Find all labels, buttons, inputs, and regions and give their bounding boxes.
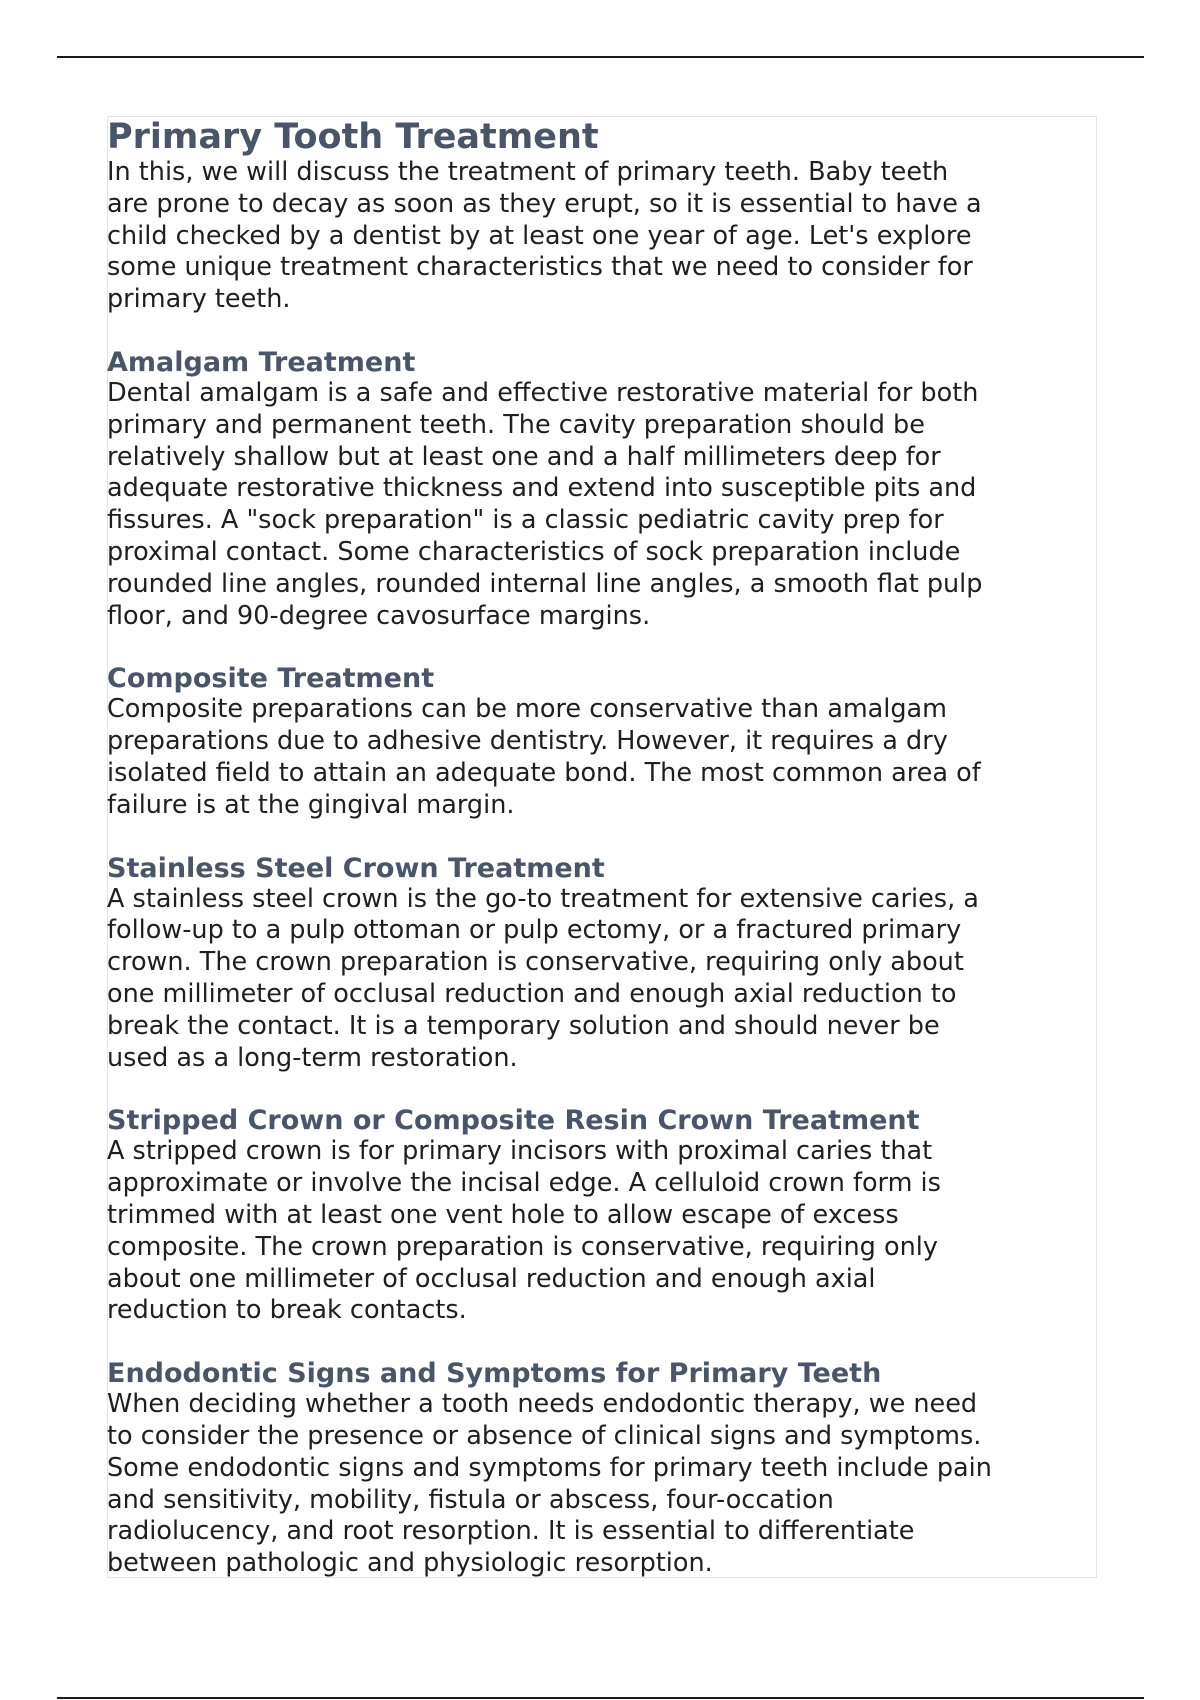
page-title: Primary Tooth Treatment xyxy=(107,117,599,157)
section-heading: Stripped Crown or Composite Resin Crown Treatment xyxy=(107,1105,920,1137)
section-stripped-crown xyxy=(107,1105,1107,1327)
section-heading: Endodontic Signs and Symptoms for Primary Teeth xyxy=(107,1358,882,1390)
section-paragraph: Dental amalgam is a safe and effective restorative material for both primary and permanent teeth. The cavity preparation should be relatively shallow but at least one and a half millimeters deep for adequate restorative thickness and extend into susceptible pits and fissures. A "sock preparation" is a classic pediatric cavity prep for proximal contact. Some characteristics of sock preparation include rounded line angles, rounded internal line angles, a smooth flat pulp floor, and 90-degree cavosurface margins. xyxy=(107,377,983,631)
section-stainless-steel-crown xyxy=(107,853,1107,1075)
intro-paragraph: In this, we will discuss the treatment of primary teeth. Baby teeth are prone to decay as soon as they erupt, so it is essential to have a child checked by a dentist by at least one year of age. Let's explore some unique treatment characteristics that we need to consider for primary teeth. xyxy=(107,157,982,315)
section-paragraph: A stripped crown is for primary incisors with proximal caries that approximate or involve the incisal edge. A celluloid crown form is trimmed with at least one vent hole to allow escape of excess composite. The crown preparation is conservative, requiring only about one millimeter of occlusal reduction and enough axial reduction to break contacts. xyxy=(107,1136,941,1326)
section-paragraph: When deciding whether a tooth needs endodontic therapy, we need to consider the presence or absence of clinical signs and symptoms. Some endodontic signs and symptoms for primary teeth include pain and sensitivity, mobility, fistula or abscess, four-occation radiolucency, and root resorption. It is essential to differentiate between pathologic and physiologic resorption. xyxy=(107,1389,992,1579)
section-endodontic-signs xyxy=(107,1358,1107,1580)
section-paragraph: A stainless steel crown is the go-to treatment for extensive caries, a follow-up to a pulp ottoman or pulp ectomy, or a fractured primary crown. The crown preparation is conservative, requiring only about one millimeter of occlusal reduction and enough axial reduction to break the contact. It is a temporary solution and should never be used as a long-term restoration. xyxy=(107,883,979,1073)
section-amalgam-treatment xyxy=(107,347,1107,632)
section-heading: Stainless Steel Crown Treatment xyxy=(107,852,605,884)
section-heading: Composite Treatment xyxy=(107,663,435,695)
bottom-rule xyxy=(57,1697,1144,1699)
section-composite-treatment xyxy=(107,663,1107,821)
section-heading: Amalgam Treatment xyxy=(107,346,416,378)
top-rule xyxy=(57,56,1144,58)
document-body xyxy=(107,117,1107,1580)
section-paragraph: Composite preparations can be more conservative than amalgam preparations due to adhesive dentistry. However, it requires a dry isolated field to attain an adequate bond. The most common area of failure is at the gingival margin. xyxy=(107,694,981,820)
